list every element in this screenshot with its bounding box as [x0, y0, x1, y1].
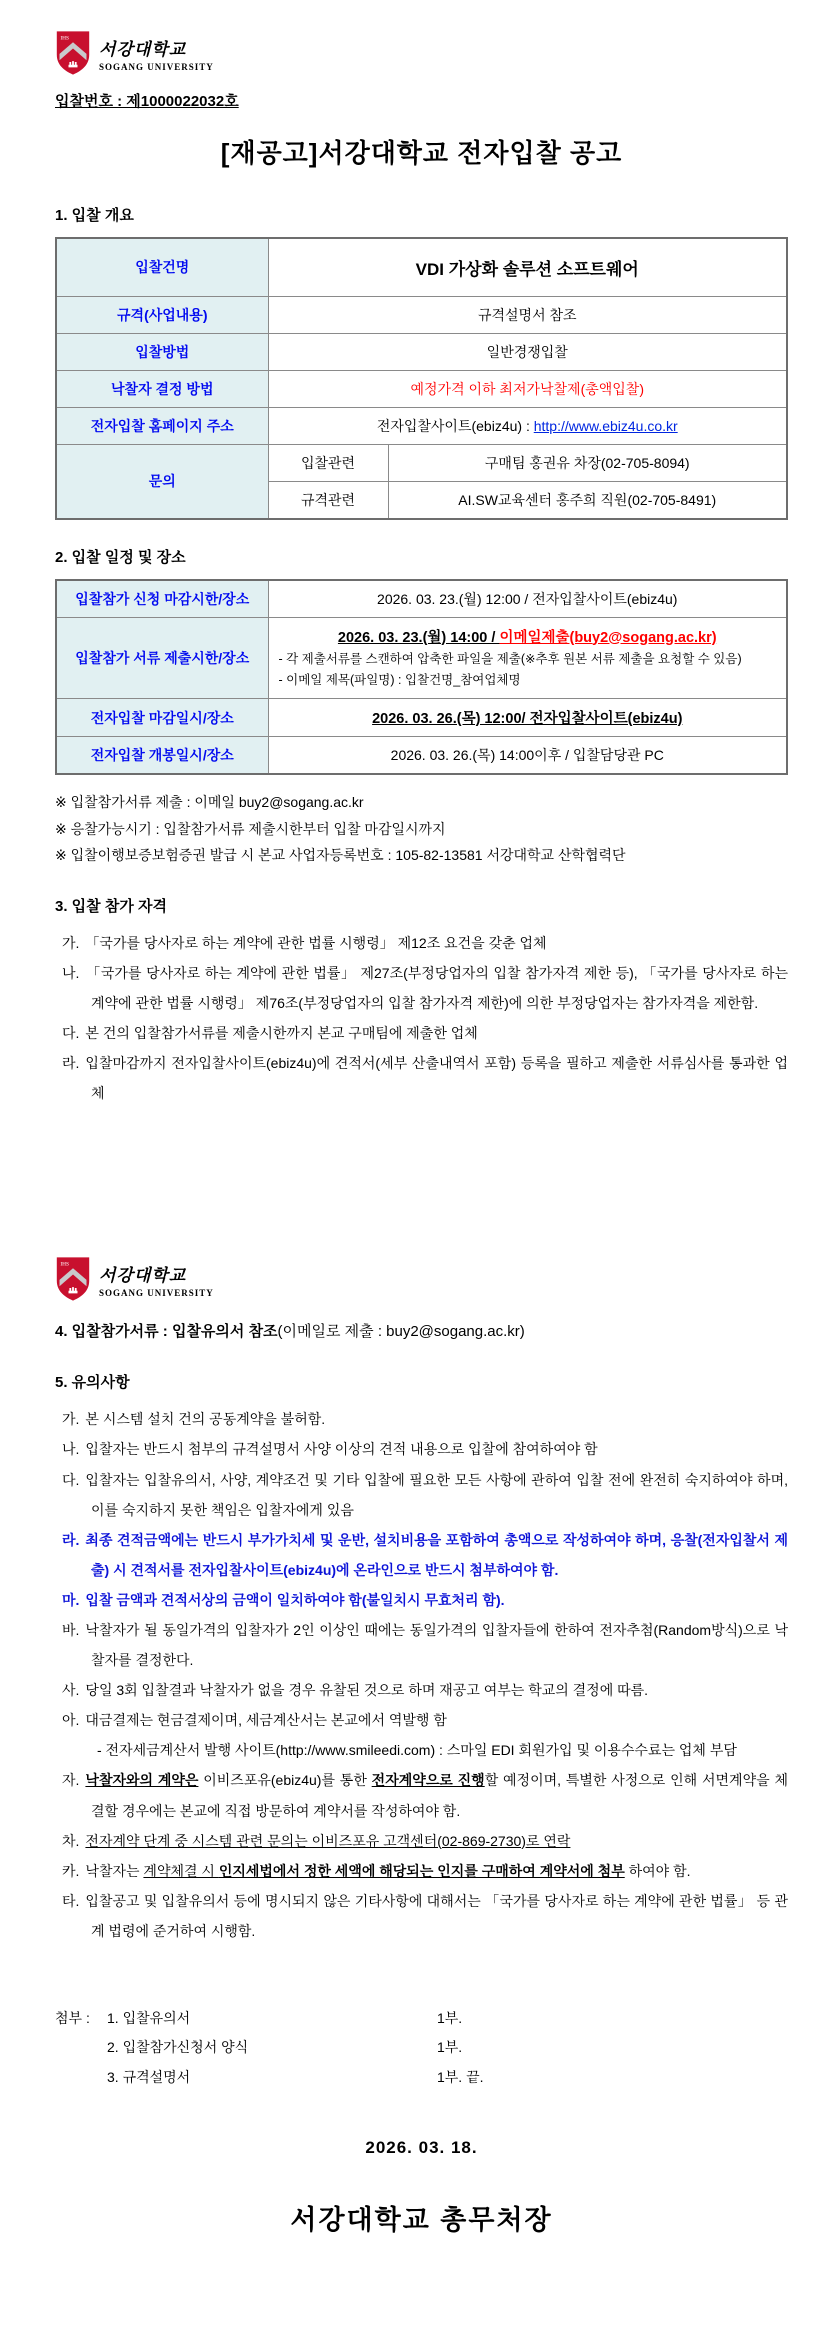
item-label: 아. — [62, 1712, 80, 1729]
attachments-block — [55, 2004, 788, 2092]
label-bid-name: 입찰건명 — [56, 238, 268, 296]
docs-deadline-note1: - 각 제출서류를 스캔하여 압축한 파일을 제출(※추후 원본 서류 제출을 요청할 수 있음) — [278, 651, 742, 666]
list-item — [55, 1826, 788, 1856]
note-line: ※ 입찰참가서류 제출 : 이메일 buy2@sogang.ac.kr — [55, 794, 364, 810]
list-item-highlighted — [55, 1585, 788, 1615]
bid-overview-table — [55, 237, 788, 520]
item-text: 할 예정이며, 특별한 사정으로 인해 서면계약을 체결할 경우에는 본교에 직접 방문하여 계약서를 작성하여야 함. — [91, 1772, 788, 1819]
attachment-name: 3. 규격설명서 — [107, 2068, 191, 2085]
sogang-logo — [55, 30, 788, 76]
logo-text — [99, 1261, 214, 1298]
table-row — [56, 737, 787, 775]
item-label: 나. — [62, 964, 80, 981]
item-text: 입찰 금액과 견적서상의 금액이 일치하여야 함(불일치시 무효처리 함). — [85, 1591, 505, 1608]
table-row — [56, 333, 787, 370]
signer-title: 서강대학교 총무처장 — [290, 2205, 553, 2236]
table-row — [56, 699, 787, 737]
attachment-row — [55, 2063, 788, 2092]
attachment-count: 1부. — [437, 2039, 463, 2056]
label-ebid-site: 전자입찰 홈페이지 주소 — [56, 407, 268, 444]
item-text: 입찰마감까지 전자입찰사이트(ebiz4u)에 견적서(세부 산출내역서 포함) 등록을 필하고 제출한 서류심사를 통과한 업체 — [85, 1055, 788, 1102]
item-label: 라. — [62, 1531, 80, 1548]
logo-english-name: SOGANG UNIVERSITY — [99, 1287, 214, 1298]
table-row — [56, 238, 787, 296]
attachment-count: 1부. — [437, 2010, 463, 2027]
item-text: 입찰자는 반드시 첨부의 규격설명서 사양 이상의 견적 내용으로 입찰에 참여하여야 함 — [85, 1441, 598, 1458]
section5-heading: 5. 유의사항 — [55, 1374, 130, 1392]
section2-heading: 2. 입찰 일정 및 장소 — [55, 548, 186, 566]
docs-deadline-main — [279, 626, 777, 647]
item-text: 낙찰자는 — [85, 1862, 144, 1879]
item-label: 카. — [62, 1862, 80, 1879]
contact-type-bid: 입찰관련 — [268, 444, 388, 481]
value-apply-deadline: 2026. 03. 23.(월) 12:00 / 전자입찰사이트(ebiz4u) — [268, 580, 787, 618]
section4-heading-normal: (이메일로 제출 : buy2@sogang.ac.kr) — [277, 1323, 525, 1341]
list-item — [55, 1886, 788, 1946]
item-label: 사. — [62, 1682, 80, 1699]
sogang-shield-icon — [55, 30, 91, 76]
list-item — [55, 1434, 788, 1464]
label-contact: 문의 — [56, 444, 268, 519]
svg-text:IHS: IHS — [60, 35, 70, 42]
cautions-list — [55, 1404, 788, 1946]
page-2 — [55, 1256, 788, 2237]
table-row — [56, 617, 787, 699]
label-award-method: 낙찰자 결정 방법 — [56, 370, 268, 407]
table-row — [56, 296, 787, 333]
item-text: 입찰자는 입찰유의서, 사양, 계약조건 및 기타 입찰에 필요한 모든 사항에 관하여 입찰 전에 완전히 숙지하여야 하며, 이를 숙지하지 못한 책임은 입찰자에게 있음 — [85, 1471, 788, 1518]
item-label: 나. — [62, 1441, 80, 1458]
attachment-row — [55, 2033, 788, 2062]
table-row — [56, 370, 787, 407]
sogang-shield-icon — [55, 1256, 91, 1302]
item-text-underline: 계약체결 시 — [143, 1862, 219, 1879]
attachment-count: 1부. 끝. — [437, 2068, 484, 2085]
logo-text — [99, 35, 214, 72]
label-method: 입찰방법 — [56, 333, 268, 370]
item-label: 가. — [62, 934, 80, 951]
logo-korean-name: 서강대학교 — [99, 1265, 187, 1286]
section4-heading-bold: 4. 입찰참가서류 : 입찰유의서 참조 — [55, 1323, 278, 1341]
item-text: 본 시스템 설치 건의 공동계약을 불허함. — [85, 1411, 326, 1428]
value-award-method: 예정가격 이하 최저가낙찰제(총액입찰) — [268, 370, 787, 407]
item-text: 대금결제는 현금결제이며, 세금계산서는 본교에서 역발행 함 — [85, 1712, 447, 1729]
list-item — [55, 1705, 788, 1735]
item-label: 자. — [62, 1772, 80, 1789]
attachment-name: 1. 입찰유의서 — [107, 2010, 191, 2027]
item-text: 하여야 함. — [624, 1862, 691, 1879]
bid-number: 입찰번호 : 제1000022032호 — [55, 93, 239, 110]
document-title: [재공고]서강대학교 전자입찰 공고 — [220, 138, 623, 168]
label-ebid-close: 전자입찰 마감일시/장소 — [56, 699, 268, 737]
logo-korean-name: 서강대학교 — [99, 39, 187, 60]
ebid-site-link[interactable]: http://www.ebiz4u.co.kr — [533, 417, 678, 434]
section4-heading — [55, 1320, 788, 1341]
value-spec: 규격설명서 참조 — [268, 296, 787, 333]
docs-deadline-date: 2026. 03. 23.(월) 14:00 / — [337, 629, 500, 646]
note-line: ※ 응찰가능시기 : 입찰참가서류 제출시한부터 입찰 마감일시까지 — [55, 820, 446, 837]
item-label: 바. — [62, 1622, 80, 1638]
item-text-emphasis: 전자계약으로 진행 — [371, 1772, 485, 1789]
ebid-site-prefix: 전자입찰사이트(ebiz4u) : — [376, 417, 534, 434]
list-item — [55, 928, 788, 958]
value-bid-name: VDI 가상화 솔루션 소프트웨어 — [268, 238, 787, 296]
list-item — [55, 958, 788, 1018]
announcement-date: 2026. 03. 18. — [365, 2138, 478, 2158]
list-item — [55, 1615, 788, 1675]
item-text: 본 건의 입찰참가서류를 제출시한까지 본교 구매팀에 제출한 업체 — [85, 1025, 478, 1042]
list-subitem: - 전자세금계산서 발행 사이트(http://www.smileedi.com) : 스마일 EDI 회원가입 및 이용수수료는 업체 부담 — [97, 1742, 737, 1759]
list-item — [55, 1048, 788, 1108]
section1-heading: 1. 입찰 개요 — [55, 207, 134, 224]
contact-person-spec: AI.SW교육센터 홍주희 직원(02-705-8491) — [388, 481, 787, 519]
value-ebid-open: 2026. 03. 26.(목) 14:00이후 / 입찰담당관 PC — [268, 737, 787, 775]
note-line: ※ 입찰이행보증보험증권 발급 시 본교 사업자등록번호 : 105-82-13581 서강대학교 산학협력단 — [55, 847, 626, 864]
item-label: 다. — [62, 1471, 80, 1488]
table-row — [56, 444, 787, 481]
item-label: 다. — [62, 1025, 80, 1042]
list-item — [55, 1765, 788, 1825]
logo-english-name: SOGANG UNIVERSITY — [99, 61, 214, 72]
table-row — [56, 580, 787, 618]
list-item — [55, 1856, 788, 1886]
item-text-emphasis: 낙찰자와의 계약은 — [85, 1772, 199, 1789]
label-docs-deadline: 입찰참가 서류 제출시한/장소 — [56, 617, 268, 699]
list-item — [55, 1018, 788, 1048]
list-item — [55, 1404, 788, 1434]
sogang-logo — [55, 1256, 788, 1302]
bid-schedule-table — [55, 579, 788, 776]
attachment-name: 2. 입찰참가신청서 양식 — [107, 2039, 249, 2056]
value-docs-deadline — [268, 617, 787, 699]
table-row — [56, 407, 787, 444]
eligibility-list — [55, 928, 788, 1109]
attachment-row — [55, 2004, 788, 2033]
item-text: 낙찰자가 될 동일가격의 입찰자가 2인 이상인 때에는 동일가격의 입찰자들에 한하여 전자추첨(Random방식)으로 낙찰자를 결정한다. — [85, 1622, 788, 1669]
item-label: 차. — [62, 1832, 80, 1849]
list-item — [55, 1675, 788, 1705]
item-text: 입찰공고 및 입찰유의서 등에 명시되지 않은 기타사항에 대해서는 「국가를 당사자로 하는 계약에 관한 법률」 등 관계 법령에 준거하여 시행함. — [85, 1892, 788, 1939]
label-apply-deadline: 입찰참가 신청 마감시한/장소 — [56, 580, 268, 618]
contact-person-bid: 구매팀 홍권유 차장(02-705-8094) — [388, 444, 787, 481]
value-method: 일반경쟁입찰 — [268, 333, 787, 370]
label-spec: 규격(사업내용) — [56, 296, 268, 333]
list-item-highlighted — [55, 1525, 788, 1585]
item-text: 이비즈포유(ebiz4u)를 통한 — [198, 1772, 372, 1789]
schedule-notes — [55, 789, 788, 869]
svg-text:IHS: IHS — [60, 1261, 70, 1268]
attachments-label: 첨부 : — [55, 2010, 90, 2027]
value-ebid-site — [268, 407, 787, 444]
label-ebid-open: 전자입찰 개봉일시/장소 — [56, 737, 268, 775]
docs-deadline-email: 이메일제출(buy2@sogang.ac.kr) — [499, 629, 717, 646]
contact-type-spec: 규격관련 — [268, 481, 388, 519]
section3-heading: 3. 입찰 참가 자격 — [55, 897, 167, 915]
item-text-underline: 전자계약 단계 중 시스템 관련 문의는 이비즈포유 고객센터(02-869-2730)로 연락 — [85, 1832, 571, 1849]
item-text: 당일 3회 입찰결과 낙찰자가 없을 경우 유찰된 것으로 하며 재공고 여부는 학교의 결정에 따름. — [85, 1682, 649, 1699]
value-ebid-close: 2026. 03. 26.(목) 12:00/ 전자입찰사이트(ebiz4u) — [268, 699, 787, 737]
item-text-emphasis: 인지세법에서 정한 세액에 해당되는 인지를 구매하여 계약서에 첨부 — [218, 1862, 625, 1879]
item-label: 마. — [62, 1591, 80, 1608]
item-text: 「국가를 당사자로 하는 계약에 관한 법률」 제27조(부정당업자의 입찰 참가자격 제한 등), 「국가를 당사자로 하는 계약에 관한 법률 시행령」 제76조(부정당업자의 입찰 참가자격 제한)에 의한 부정당업자는 참가자격을 제한함. — [85, 964, 788, 1011]
item-label: 타. — [62, 1892, 80, 1909]
item-text: 최종 견적금액에는 반드시 부가가치세 및 운반, 설치비용을 포함하여 총액으로 작성하여야 하며, 응찰(전자입찰서 제출) 시 견적서를 전자입찰사이트(ebiz4u)에 온라인으로 반드시 첨부하여야 함. — [85, 1531, 788, 1578]
item-text: 「국가를 당사자로 하는 계약에 관한 법률 시행령」 제12조 요건을 갖춘 업체 — [85, 934, 547, 951]
docs-deadline-note2: - 이메일 제목(파일명) : 입찰건명_참여업체명 — [278, 673, 521, 688]
list-item — [55, 1465, 788, 1525]
item-label: 가. — [62, 1411, 80, 1428]
item-label: 라. — [62, 1055, 80, 1072]
